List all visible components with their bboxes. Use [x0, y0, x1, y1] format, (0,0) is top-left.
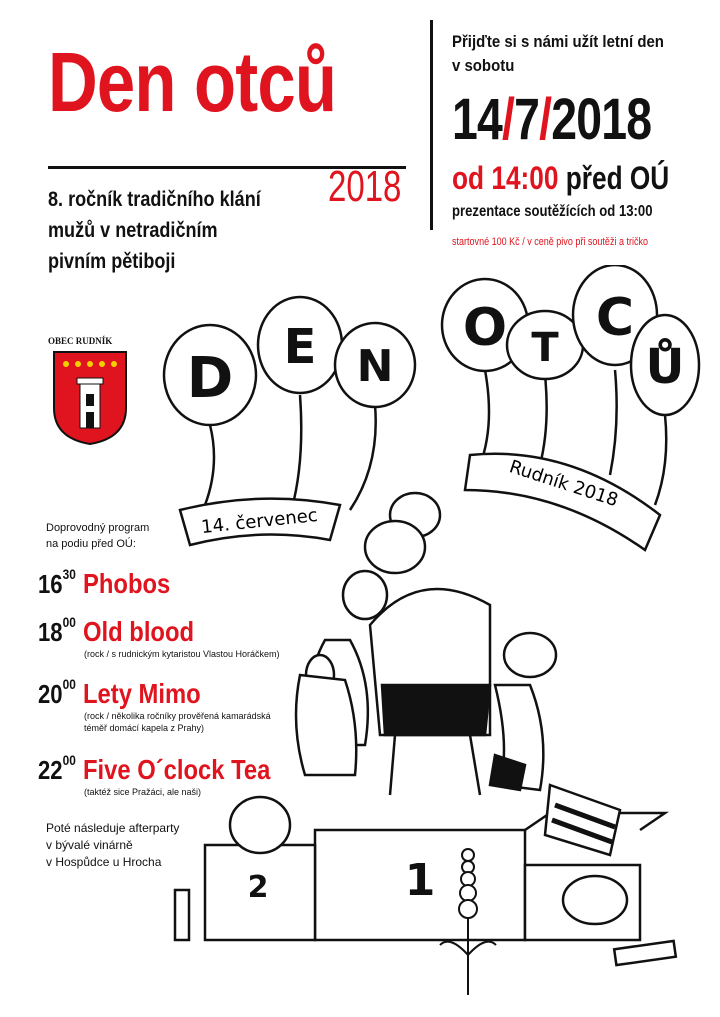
program-band: Five O´clock Tea — [82, 754, 271, 785]
program-item — [38, 676, 271, 734]
program-item — [38, 566, 186, 600]
banner-right-text: Rudník 2018 — [506, 456, 621, 512]
banner-left-text: 14. červenec — [200, 504, 319, 539]
crest-label: OBEC RUDNÍK — [48, 336, 113, 346]
balloon-letter: O — [462, 298, 508, 358]
balloon-letter: C — [595, 288, 635, 348]
balloon-letter: Ů — [645, 339, 685, 395]
program-item — [38, 752, 303, 798]
event-title: Den otců — [48, 35, 337, 129]
podium-number: 2 — [247, 870, 269, 905]
program-time: $20^{00}$ — [38, 676, 76, 709]
program-item — [38, 614, 280, 660]
entry-fee: startovné 100 Kč / v ceně pivo při soutěži a tričko — [452, 236, 649, 248]
registration-time: prezentace soutěžících od 13:00 — [452, 203, 653, 220]
program-heading: Doprovodný program na podiu před OÚ: — [46, 522, 150, 550]
program-band: Old blood — [82, 616, 194, 647]
balloon-letter: D — [186, 346, 234, 411]
balloon-letter: N — [356, 341, 394, 392]
balloon-letter: E — [283, 319, 317, 375]
invite-text: Přijďte si s námi užít letní den v sobotu — [452, 32, 664, 75]
event-time: od 14:00 před OÚ — [452, 160, 670, 196]
event-subtitle: 8. ročník tradičního klání mužů v netradičním pivním pětiboji — [48, 188, 261, 273]
podium-number: 1 — [404, 855, 436, 906]
program-band: Phobos — [82, 568, 171, 599]
program-note: téměř domácí kapela z Prahy) — [84, 723, 205, 733]
banner-right — [465, 454, 660, 550]
event-date: 14/7/2018 — [452, 87, 652, 152]
program-band: Lety Mimo — [82, 678, 201, 709]
program-note: (rock / několika ročníky prověřená kamarádská — [84, 711, 271, 721]
coat-of-arms-icon — [52, 350, 128, 446]
balloon-letter: T — [531, 325, 559, 371]
program-time: $18^{00}$ — [38, 614, 76, 647]
event-year: 2018 — [328, 162, 402, 211]
program-note: (rock / s rudnickým kytaristou Vlastou Horáčkem) — [84, 649, 280, 659]
program-time: $22^{00}$ — [38, 752, 76, 785]
program-note: (taktéž sice Pražáci, ale naši) — [84, 787, 202, 797]
vertical-divider — [430, 20, 433, 230]
program-time: $16^{30}$ — [38, 566, 76, 599]
afterparty-info: Poté následuje afterparty v bývalé vinárně v Hospůdce u Hrocha — [46, 821, 180, 869]
